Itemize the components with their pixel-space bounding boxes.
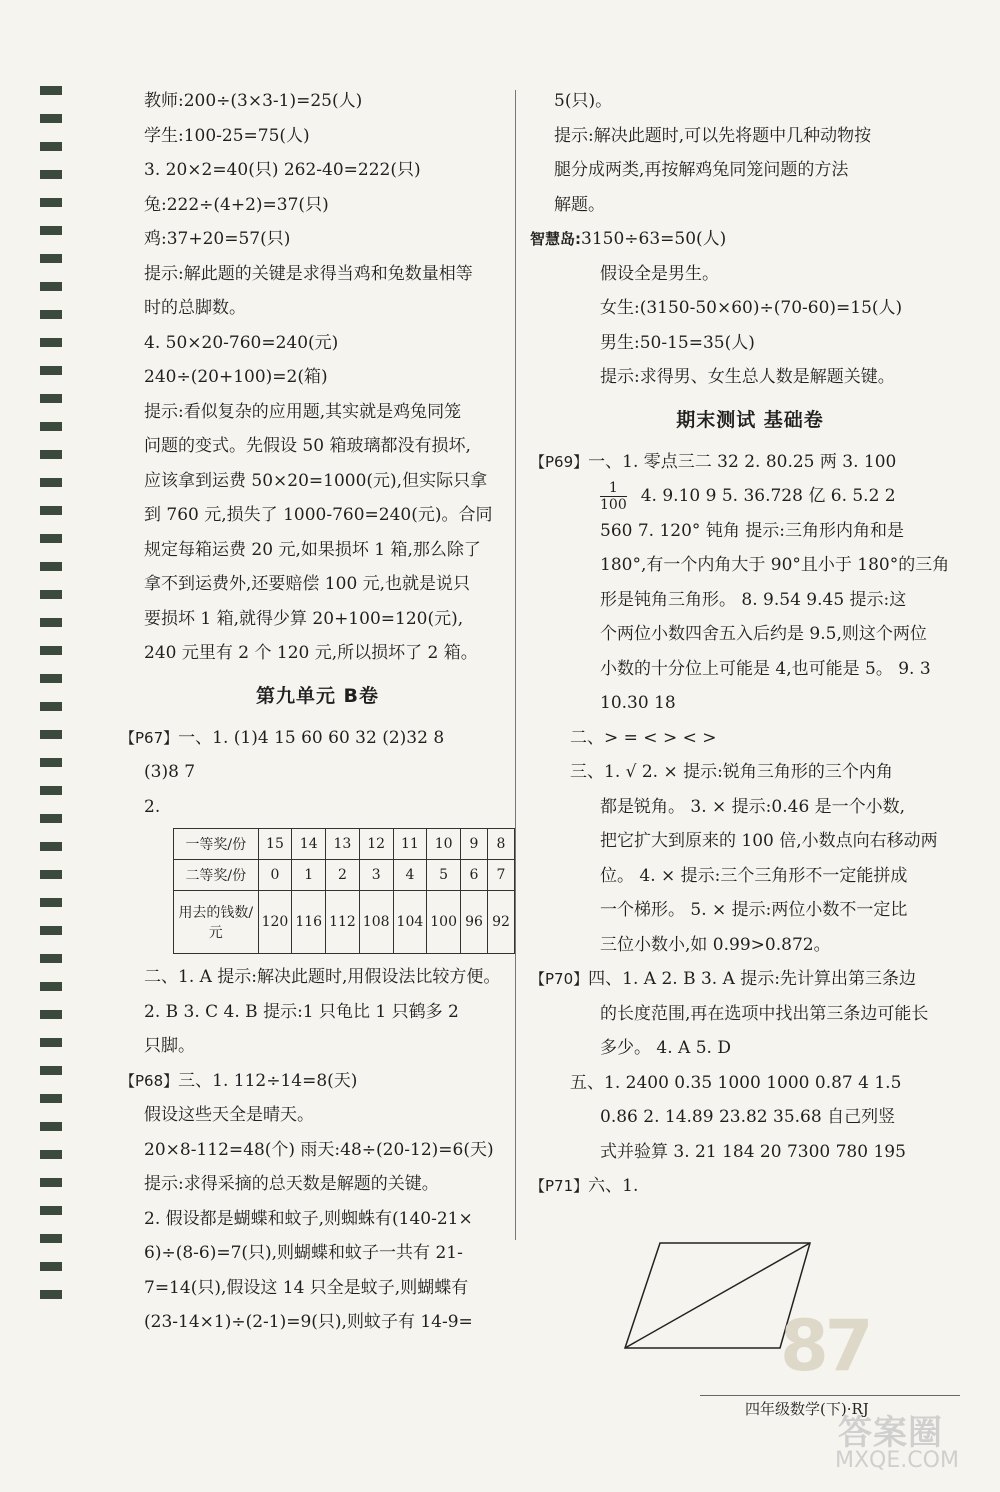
answer-text: 四、1. A 2. B 3. A 提示:先计算出第三条边 [588, 969, 916, 989]
binding-mark [40, 310, 62, 319]
answer-line: 时的总脚数。 [144, 298, 246, 318]
binding-mark [40, 674, 62, 683]
answer-line: 2. 假设都是蝴蝶和蚊子,则蜘蛛有(140-21× [144, 1208, 473, 1229]
answer-line: 式并验算 3. 21 184 20 7300 780 195 [600, 1141, 906, 1162]
table-cell: 14 [292, 829, 326, 860]
zhihui-label: 智慧岛: [530, 230, 581, 248]
right-answers-part-c [530, 514, 970, 721]
binding-mark [40, 926, 62, 935]
question-label: 2. [144, 796, 161, 817]
right-answers-part-g [530, 1100, 970, 1169]
fraction-denominator: 100 [600, 497, 627, 513]
footer-text: 四年级数学(下)·RJ [745, 1400, 869, 1418]
binding-mark [40, 1094, 62, 1103]
table-cell: 0 [258, 860, 292, 891]
answer-line: 提示:求得男、女生总人数是解题关键。 [600, 367, 895, 387]
answer-text: 3150÷63=50(人) [581, 229, 727, 249]
answer-line [120, 721, 515, 756]
row-header: 二等奖/份 [174, 860, 259, 891]
answer-line: 位。 4. × 提示:三个三角形不一定能拼成 [600, 865, 908, 886]
answer-line: 二、> = < > < > [570, 727, 717, 748]
answer-line: 学生:100-25=75(人) [144, 125, 310, 146]
binding-mark [40, 226, 62, 235]
answer-line: 180°,有一个内角大于 90°且小于 180°的三角 [600, 555, 950, 575]
binding-mark [40, 954, 62, 963]
answer-line: 鸡:37+20=57(只) [144, 229, 291, 249]
page-tag: 【P71】 [530, 1177, 589, 1195]
answer-line: 规定每箱运费 20 元,如果损坏 1 箱,那么除了 [144, 539, 481, 560]
table-cell: 3 [359, 860, 393, 891]
answer-text: 一、1. (1)4 15 60 60 32 (2)32 8 [178, 727, 445, 748]
table-cell: 9 [461, 829, 488, 860]
answer-line: 三、1. √ 2. × 提示:锐角三角形的三个内角 [570, 762, 893, 782]
answer-line: 问题的变式。先假设 50 箱玻璃都没有损坏, [144, 436, 471, 456]
table-cell: 104 [393, 891, 427, 954]
binding-mark [40, 1066, 62, 1075]
left-column [120, 84, 515, 1340]
answer-line-fraction [530, 479, 970, 514]
binding-mark [40, 730, 62, 739]
answer-text: 4. 9.10 9 5. 36.728 亿 6. 5.2 2 [640, 486, 896, 506]
right-answers-part-e [530, 790, 970, 963]
prize-table [173, 828, 515, 954]
answer-line: 3. 20×2=40(只) 262-40=222(只) [144, 160, 421, 180]
answer-line: 提示:看似复杂的应用题,其实就是鸡兔同笼 [144, 401, 462, 422]
right-column [530, 84, 970, 1204]
answer-line [530, 1169, 970, 1204]
footer-rule [700, 1395, 960, 1396]
table-cell: 6 [461, 860, 488, 891]
page-tag: 【P68】 [120, 1071, 179, 1090]
answer-line: 拿不到运费外,还要赔偿 100 元,也就是说只 [144, 574, 471, 594]
answer-line: 五、1. 2400 0.35 1000 1000 0.87 4 1.5 [570, 1072, 902, 1093]
answer-line: 假设全是男生。 [600, 263, 719, 284]
table-row [174, 829, 515, 860]
binding-mark [40, 170, 62, 179]
table-cell: 13 [326, 829, 360, 860]
table-cell: 10 [427, 829, 461, 860]
binding-mark [40, 1010, 62, 1019]
answer-text: 一、1. 零点三二 32 2. 80.25 两 3. 100 [588, 451, 897, 472]
answer-line: (3)8 7 [144, 762, 196, 782]
answer-line [530, 445, 970, 480]
answer-line: 0.86 2. 14.89 23.82 35.68 自己列竖 [600, 1107, 896, 1127]
table-cell: 2 [326, 860, 360, 891]
binding-mark [40, 142, 62, 151]
answer-line: 560 7. 120° 钝角 提示:三角形内角和是 [600, 520, 904, 541]
answer-line: 女生:(3150-50×60)÷(70-60)=15(人) [600, 298, 903, 318]
answer-line: 5(只)。 [554, 91, 613, 111]
table-cell: 8 [488, 829, 515, 860]
answer-line: 教师:200÷(3×3-1)=25(人) [144, 91, 363, 111]
binding-mark [40, 1206, 62, 1215]
table-row [174, 860, 515, 891]
table-cell: 11 [393, 829, 427, 860]
binding-mark [40, 898, 62, 907]
answer-line: 腿分成两类,再按解鸡兔同笼问题的方法 [554, 160, 849, 180]
binding-mark [40, 870, 62, 879]
answer-line: 4. 50×20-760=240(元) [144, 332, 339, 353]
binding-mark [40, 422, 62, 431]
row-header: 一等奖/份 [174, 829, 259, 860]
answer-line: 要损坏 1 箱,就得少算 20+100=120(元), [144, 608, 464, 629]
answer-line: 假设这些天全是晴天。 [144, 1105, 314, 1125]
answer-line [530, 962, 970, 997]
binding-mark [40, 282, 62, 291]
section-heading-unit9: 第九单元 B卷 [255, 684, 380, 707]
binding-mark [40, 534, 62, 543]
binding-mark [40, 1290, 62, 1299]
answer-line: (23-14×1)÷(2-1)=9(只),则蚊子有 14-9= [144, 1312, 473, 1332]
binding-mark [40, 1122, 62, 1131]
answer-line: 多少。 4. A 5. D [600, 1038, 731, 1058]
answer-line: 形是钝角三角形。 8. 9.54 9.45 提示:这 [600, 589, 907, 610]
table-cell: 96 [461, 891, 488, 954]
left-answers-part-b [120, 960, 515, 1064]
table-cell: 7 [488, 860, 515, 891]
binding-mark [40, 338, 62, 347]
binding-mark [40, 786, 62, 795]
answer-text: 六、1. [588, 1176, 639, 1196]
section-heading-final: 期末测试 基础卷 [676, 408, 824, 431]
answer-line: 小数的十分位上可能是 4,也可能是 5。 9. 3 [600, 658, 931, 679]
right-answers-part-a [530, 84, 970, 222]
table-cell: 100 [427, 891, 461, 954]
answer-line: 10.30 18 [600, 693, 676, 713]
binding-mark [40, 842, 62, 851]
binding-mark [40, 982, 62, 991]
binding-mark [40, 254, 62, 263]
binding-mark [40, 618, 62, 627]
watermark-logo: 答案圈 [838, 1413, 943, 1453]
binding-mark [40, 1234, 62, 1243]
table-cell: 1 [292, 860, 326, 891]
answer-line: 把它扩大到原来的 100 倍,小数点向右移动两 [600, 831, 938, 851]
answer-line [120, 1064, 515, 1099]
column-divider [515, 90, 516, 1240]
binding-mark [40, 1150, 62, 1159]
left-answers-part-c [120, 1098, 515, 1340]
fraction-numerator: 1 [600, 480, 627, 497]
binding-mark [40, 646, 62, 655]
binding-mark [40, 198, 62, 207]
binding-mark [40, 814, 62, 823]
table-cell: 116 [292, 891, 326, 954]
binding-mark [40, 590, 62, 599]
row-header: 用去的钱数/元 [174, 891, 259, 954]
answer-line: 6)÷(8-6)=7(只),则蝴蝶和蚊子一共有 21- [144, 1243, 463, 1263]
answer-line: 只脚。 [144, 1036, 195, 1056]
right-answers-part-f [530, 997, 970, 1066]
binding-mark [40, 114, 62, 123]
answer-line: 三位小数小,如 0.99>0.872。 [600, 934, 831, 955]
answer-line: 二、1. A 提示:解决此题时,用假设法比较方便。 [144, 967, 501, 987]
answer-line: 20×8-112=48(个) 雨天:48÷(20-12)=6(天) [144, 1139, 494, 1160]
binding-mark [40, 562, 62, 571]
answer-line: 提示:解此题的关键是求得当鸡和兔数量相等 [144, 263, 473, 284]
answer-line: 7=14(只),假设这 14 只全是蚊子,则蝴蝶有 [144, 1277, 469, 1298]
answer-line: 的长度范围,再在选项中找出第三条边可能长 [600, 1003, 929, 1024]
table-cell: 108 [359, 891, 393, 954]
answer-line: 个两位小数四舍五入后约是 9.5,则这个两位 [600, 624, 927, 644]
table-cell: 120 [258, 891, 292, 954]
binding-mark [40, 758, 62, 767]
binding-mark [40, 478, 62, 487]
table-cell: 12 [359, 829, 393, 860]
binding-mark [40, 1262, 62, 1271]
page-tag: 【P69】 [530, 452, 589, 471]
binding-mark [40, 86, 62, 95]
answer-line: 240 元里有 2 个 120 元,所以损坏了 2 箱。 [144, 643, 478, 663]
answer-line: 都是锐角。 3. × 提示:0.46 是一个小数, [600, 796, 906, 817]
table-row [174, 891, 515, 954]
answer-line: 到 760 元,损失了 1000-760=240(元)。合同 [144, 505, 493, 525]
table-cell: 4 [393, 860, 427, 891]
binding-mark [40, 702, 62, 711]
binding-mark [40, 450, 62, 459]
binding-mark [40, 366, 62, 375]
answer-line: 兔:222÷(4+2)=37(只) [144, 194, 329, 215]
table-cell: 112 [326, 891, 360, 954]
page-number: 87 [780, 1305, 870, 1387]
answer-line: 提示:解决此题时,可以先将题中几种动物按 [554, 125, 872, 146]
binding-mark [40, 1178, 62, 1187]
page-tag: 【P67】 [120, 728, 179, 747]
table-cell: 15 [258, 829, 292, 860]
answer-line: 应该拿到运费 50×20=1000(元),但实际只拿 [144, 470, 488, 491]
answer-line: 240÷(20+100)=2(箱) [144, 367, 328, 387]
answer-text: 三、1. 112÷14=8(天) [178, 1070, 358, 1091]
answer-line: 一个梯形。 5. × 提示:两位小数不一定比 [600, 900, 908, 920]
binding-mark [40, 1038, 62, 1047]
left-answers-part-a [120, 84, 515, 671]
page-tag: 【P70】 [530, 970, 589, 988]
right-answers-part-b [530, 257, 970, 395]
right-answers-part-d [530, 721, 970, 790]
answer-line: 解题。 [554, 194, 605, 215]
answer-line: 提示:求得采摘的总天数是解题的关键。 [144, 1174, 439, 1194]
binding-mark [40, 506, 62, 515]
table-cell: 92 [488, 891, 515, 954]
binding-mark [40, 394, 62, 403]
answer-line: 男生:50-15=35(人) [600, 332, 755, 353]
fraction [600, 480, 627, 513]
watermark-url: MXQE.COM [835, 1448, 959, 1473]
answer-line [530, 222, 970, 257]
answer-line: 2. B 3. C 4. B 提示:1 只龟比 1 只鹤多 2 [144, 1001, 459, 1022]
binding-marks [40, 86, 62, 1318]
table-cell: 5 [427, 860, 461, 891]
